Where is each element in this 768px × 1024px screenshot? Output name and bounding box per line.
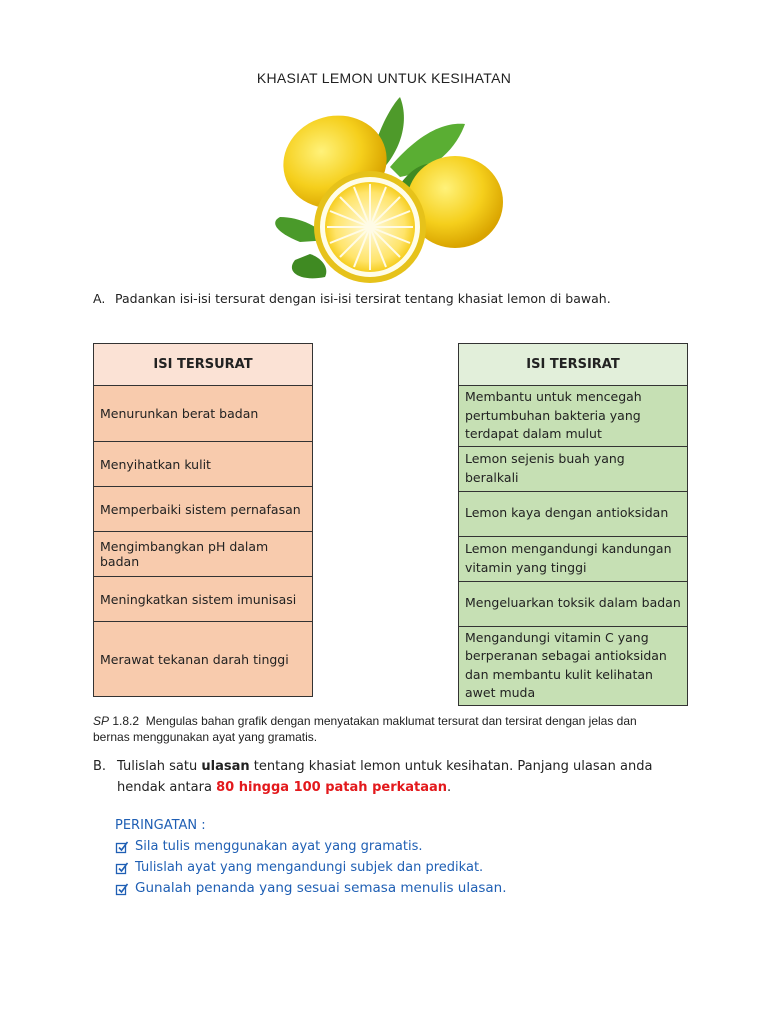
table-isi-tersirat — [458, 343, 688, 706]
table-row: Membantu untuk mencegah pertumbuhan bakteria yang terdapat dalam mulut — [459, 386, 688, 447]
instruction-b-text: hendak antara — [117, 780, 212, 795]
reminder-block — [115, 815, 507, 899]
table-row: Lemon mengandungi kandungan vitamin yang tinggi — [459, 536, 688, 581]
standard-note — [93, 713, 673, 745]
table-isi-tersurat — [93, 343, 313, 697]
checkbox-bullet-icon — [115, 861, 129, 875]
table-row: Menurunkan berat badan — [94, 386, 313, 442]
reminder-item — [115, 836, 507, 857]
table-row: Mengimbangkan pH dalam badan — [94, 532, 313, 577]
instruction-b-text: . — [447, 780, 452, 795]
table-header-tersurat: ISI TERSURAT — [94, 344, 313, 386]
table-row: Mengeluarkan toksik dalam badan — [459, 581, 688, 626]
instruction-a-text: Padankan isi-isi tersurat dengan isi-isi tersirat tentang khasiat lemon di bawah. — [115, 291, 611, 306]
reminder-heading: PERINGATAN : — [115, 818, 206, 833]
table-row: Meningkatkan sistem imunisasi — [94, 577, 313, 622]
reminder-item-text: Tulislah ayat yang mengandungi subjek dan predikat. — [135, 860, 484, 875]
reminder-item-text: Gunalah penanda yang sesuai semasa menulis ulasan. — [135, 880, 507, 896]
table-row: Lemon kaya dengan antioksidan — [459, 491, 688, 536]
table-row: Menyihatkan kulit — [94, 442, 313, 487]
instruction-b-text: tentang khasiat lemon untuk kesihatan. Panjang ulasan anda — [253, 759, 653, 774]
table-header-tersirat: ISI TERSIRAT — [459, 344, 688, 386]
lemons-image — [270, 92, 510, 288]
table-row: Mengandungi vitamin C yang berperanan sebagai antioksidan dan membantu kulit kelihatan awet muda — [459, 626, 688, 705]
instruction-a-label: A. — [93, 291, 106, 306]
instruction-b-label: B. — [93, 759, 107, 774]
standard-code-prefix: SP — [93, 714, 110, 728]
checkbox-bullet-icon — [115, 882, 129, 896]
table-row: Memperbaiki sistem pernafasan — [94, 487, 313, 532]
table-row: Merawat tekanan darah tinggi — [94, 622, 313, 697]
reminder-item — [115, 857, 507, 878]
table-row: Lemon sejenis buah yang beralkali — [459, 446, 688, 491]
instruction-b-text: Tulislah satu — [117, 759, 198, 774]
instruction-b — [93, 756, 693, 798]
instruction-b-bold-word: ulasan — [201, 759, 250, 774]
instruction-a — [93, 291, 611, 306]
reminder-item-text: Sila tulis menggunakan ayat yang gramatis. — [135, 839, 423, 854]
word-count-highlight: 80 hingga 100 patah perkataan — [216, 780, 448, 795]
standard-code-number: 1.8.2 — [112, 714, 140, 728]
checkbox-bullet-icon — [115, 840, 129, 854]
standard-text: Mengulas bahan grafik dengan menyatakan maklumat tersurat dan tersirat dengan jelas dan bernas menggunakan ayat yang gramatis. — [93, 714, 637, 744]
page-title: KHASIAT LEMON UNTUK KESIHATAN — [256, 70, 512, 86]
reminder-item — [115, 878, 507, 899]
